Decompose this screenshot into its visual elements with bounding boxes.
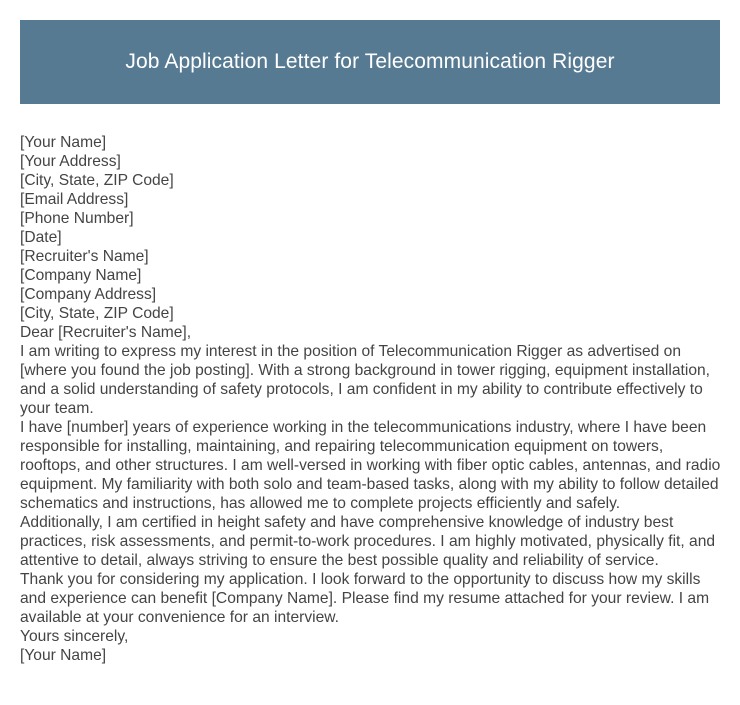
recipient-name: [Recruiter's Name] bbox=[20, 248, 149, 265]
sender-email: [Email Address] bbox=[20, 191, 129, 208]
closing: Yours sincerely, bbox=[20, 628, 129, 645]
paragraph-experience: I have [number] years of experience working in the telecommunications industry, where I have been responsible for installing, maintaining, and repairing telecommunication equipment on towers, rooftops, and other structures. I am well-versed in working with fiber optic cables, antennas, and radio equipment. My familiarity with both solo and team-based tasks, along with my ability to follow detailed schematics and instructions, has allowed me to complete projects efficiently and safely. bbox=[20, 419, 721, 512]
sender-city-state-zip: [City, State, ZIP Code] bbox=[20, 172, 174, 189]
sender-address: [Your Address] bbox=[20, 153, 121, 170]
recipient-city-state-zip: [City, State, ZIP Code] bbox=[20, 305, 174, 322]
recipient-address: [Company Address] bbox=[20, 286, 157, 303]
signature: [Your Name] bbox=[20, 647, 107, 664]
sender-phone: [Phone Number] bbox=[20, 210, 134, 227]
sender-name: [Your Name] bbox=[20, 134, 107, 151]
title-banner bbox=[20, 20, 720, 104]
page-title: Job Application Letter for Telecommunication Rigger bbox=[125, 50, 615, 73]
salutation: Dear [Recruiter's Name], bbox=[20, 324, 192, 341]
recipient-company: [Company Name] bbox=[20, 267, 142, 284]
paragraph-qualifications: Additionally, I am certified in height safety and have comprehensive knowledge of industry best practices, risk assessments, and permit-to-work procedures. I am highly motivated, physically fit, and attentive to detail, always striving to ensure the best possible quality and reliability of service. bbox=[20, 514, 716, 569]
letter-date: [Date] bbox=[20, 229, 62, 246]
paragraph-intro: I am writing to express my interest in the position of Telecommunication Rigger as advertised on [where you found the job posting]. With a strong background in tower rigging, equipment installation, and a solid understanding of safety protocols, I am confident in my ability to contribute effectively to your team. bbox=[20, 343, 711, 417]
paragraph-closing-remarks: Thank you for considering my application. I look forward to the opportunity to discuss how my skills and experience can benefit [Company Name]. Please find my resume attached for your review. I am available at your convenience for an interview. bbox=[20, 571, 710, 626]
letter-body bbox=[20, 133, 724, 665]
